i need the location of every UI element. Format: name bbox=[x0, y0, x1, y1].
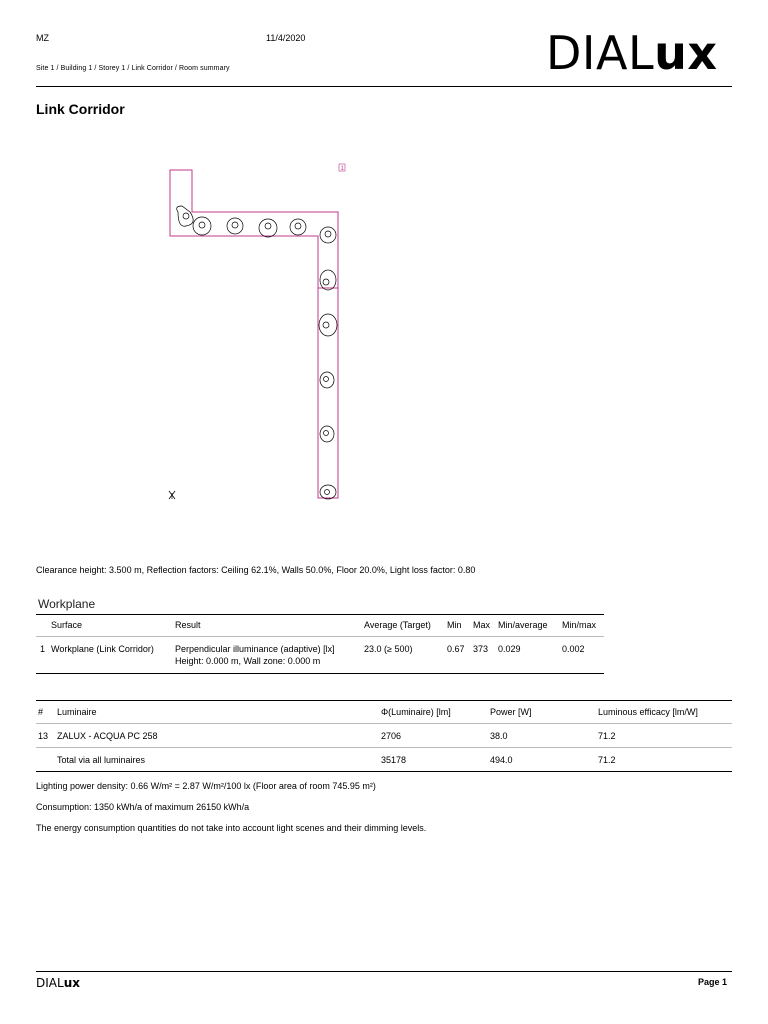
marker-label: 1 bbox=[340, 166, 344, 172]
row-flux: 2706 bbox=[381, 731, 402, 741]
col-header-result: Result bbox=[175, 620, 201, 630]
workplane-header-divider bbox=[36, 636, 604, 637]
luminaire-symbol bbox=[320, 270, 336, 290]
room-info: Clearance height: 3.500 m, Reflection factors: Ceiling 62.1%, Walls 50.0%, Floor 20.0%, Light loss factor: 0.80 bbox=[36, 565, 476, 575]
room-outline bbox=[170, 170, 338, 498]
col-header-number: # bbox=[38, 707, 44, 717]
footer-logo bbox=[36, 976, 80, 990]
col-header-power: Power [W] bbox=[490, 707, 532, 717]
row-efficacy: 71.2 bbox=[598, 731, 616, 741]
footer-logo-bold: ux bbox=[63, 976, 80, 990]
row-luminaire: ZALUX - ACQUA PC 258 bbox=[57, 731, 158, 741]
row-min-average: 0.029 bbox=[498, 644, 521, 654]
header-divider bbox=[36, 86, 732, 87]
energy-disclaimer: The energy consumption quantities do not take into account light scenes and their dimming levels. bbox=[36, 823, 427, 833]
date: 11/4/2020 bbox=[266, 33, 306, 43]
consumption: Consumption: 1350 kWh/a of maximum 26150 kWh/a bbox=[36, 802, 250, 812]
luminaire-symbol bbox=[319, 314, 337, 336]
row-min-max: 0.002 bbox=[562, 644, 585, 654]
workplane-section-title: Workplane bbox=[38, 597, 96, 611]
luminaire-symbol bbox=[259, 219, 277, 237]
luminaire-symbol bbox=[320, 227, 336, 243]
row-min: 0.67 bbox=[447, 644, 465, 654]
lighting-power-density: Lighting power density: 0.66 W/m² = 2.87 W/m²/100 lx (Floor area of room 745.95 m²) bbox=[36, 781, 376, 791]
workplane-table-top bbox=[36, 614, 604, 615]
row-max: 373 bbox=[473, 644, 489, 654]
luminaire-symbol bbox=[227, 218, 243, 234]
col-header-average: Average (Target) bbox=[364, 620, 431, 630]
logo-bold-text: ux bbox=[654, 26, 718, 80]
row-number: 1 bbox=[40, 644, 46, 654]
col-header-min: Min bbox=[447, 620, 462, 630]
row-power: 38.0 bbox=[490, 731, 508, 741]
page-title: Link Corridor bbox=[36, 101, 125, 117]
row-surface: Workplane (Link Corridor) bbox=[51, 644, 154, 654]
row-result: Perpendicular illuminance (adaptive) [lx] bbox=[175, 644, 335, 654]
logo-light-text: DIAL bbox=[546, 26, 655, 80]
col-header-min-max: Min/max bbox=[562, 620, 597, 630]
footer-divider bbox=[36, 971, 732, 972]
col-header-min-average: Min/average bbox=[498, 620, 548, 630]
luminaire-symbol bbox=[193, 217, 211, 235]
origin-icon bbox=[169, 491, 175, 499]
col-header-max: Max bbox=[473, 620, 491, 630]
col-header-efficacy: Luminous efficacy [lm/W] bbox=[598, 707, 698, 717]
page-number: Page 1 bbox=[698, 977, 728, 987]
luminaire-symbol bbox=[320, 372, 334, 388]
col-header-surface: Surface bbox=[51, 620, 83, 630]
row-result-detail: Height: 0.000 m, Wall zone: 0.000 m bbox=[175, 656, 321, 666]
row-average: 23.0 (≥ 500) bbox=[364, 644, 413, 654]
total-efficacy: 71.2 bbox=[598, 755, 616, 765]
total-label: Total via all luminaires bbox=[57, 755, 146, 765]
dialux-logo bbox=[546, 26, 718, 80]
floor-plan bbox=[160, 160, 360, 505]
luminaire-row-divider bbox=[36, 747, 732, 748]
footer-logo-light: DIAL bbox=[36, 976, 64, 990]
total-power: 494.0 bbox=[490, 755, 513, 765]
breadcrumb: Site 1 / Building 1 / Storey 1 / Link Corridor / Room summary bbox=[36, 65, 230, 72]
row-quantity: 13 bbox=[38, 731, 49, 741]
luminaire-symbol bbox=[177, 206, 194, 226]
workplane-table-bottom bbox=[36, 673, 604, 674]
luminaire-table-top bbox=[36, 700, 732, 701]
luminaire-table-bottom bbox=[36, 771, 732, 772]
luminaire-symbol bbox=[320, 426, 334, 442]
total-flux: 35178 bbox=[381, 755, 407, 765]
col-header-flux: Φ(Luminaire) [lm] bbox=[381, 707, 451, 717]
luminaire-header-divider bbox=[36, 723, 732, 724]
luminaire-symbol bbox=[320, 485, 336, 499]
luminaire-symbol bbox=[290, 219, 306, 235]
col-header-luminaire: Luminaire bbox=[57, 707, 97, 717]
author: MZ bbox=[36, 33, 49, 43]
